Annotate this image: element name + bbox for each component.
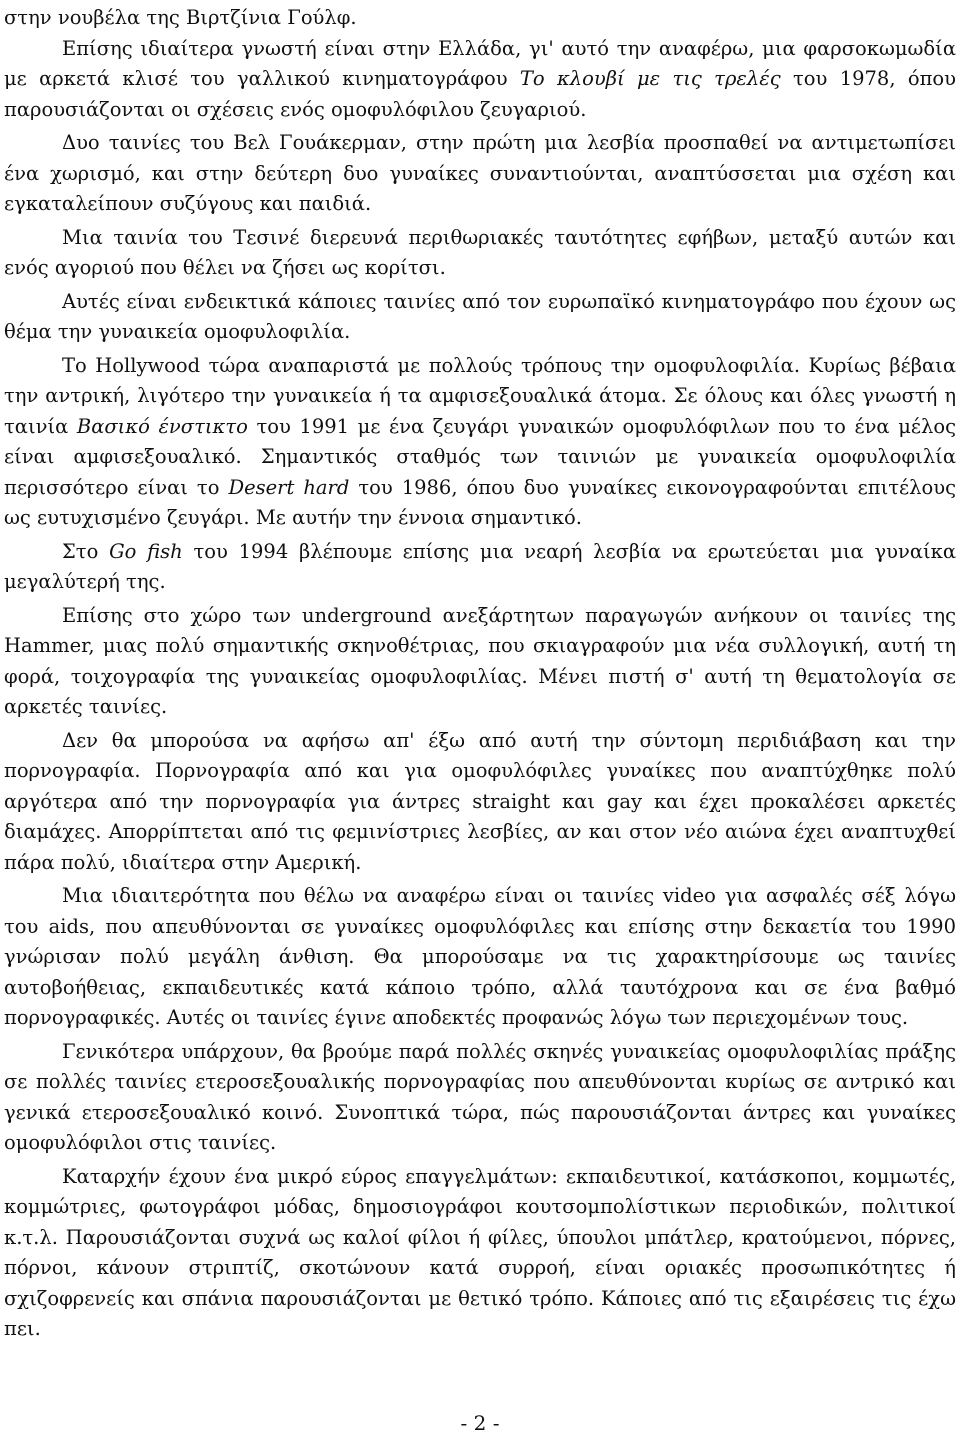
paragraph-text: του 1986, όπου δυο γυναίκες εικονογραφούνται επιτέλους ως ευτυχισμένο ζευγάρι. Με αυτήν την έννοια σημαντικό.: [4, 475, 956, 529]
film-title: Το κλουβί με τις τρελές: [519, 67, 781, 90]
paragraph: [4, 726, 956, 879]
page-number: - 2 -: [460, 1411, 500, 1435]
paragraph-text: Το Hollywood τώρα αναπαριστά με πολλούς τρόπους την ομοφυλοφιλία. Κυρίως βέβαια την αντρική, λιγότερο την γυναικεία ή τα αμφισεξουαλικά άτομα. Σε όλους και όλες γνωστή η ταινία: [4, 353, 956, 438]
paragraph: [4, 881, 956, 1034]
paragraph: [4, 128, 956, 220]
paragraph-text: Μια ταινία του Τεσινέ διερευνά περιθωριακές ταυτότητες εφήβων, μεταξύ αυτών και ενός αγοριού που θέλει να ζήσει ως κορίτσι.: [4, 225, 956, 279]
paragraph-text: στην νουβέλα της Βιρτζίνια Γούλφ.: [4, 6, 357, 29]
paragraph-text: Στο: [62, 539, 110, 563]
paragraph-text: Δυο ταινίες του Βελ Γουάκερμαν, στην πρώτη μια λεσβία προσπαθεί να αντιμετωπίσει ένα χωρισμό, και στην δεύτερη δυο γυναίκες συναντιούνται, αναπτύσσεται μια σχέση και εγκαταλείπουν συζύγους και παιδιά.: [4, 131, 956, 215]
paragraph: [4, 1162, 956, 1345]
paragraph-text: του 1991 με ένα ζευγάρι γυναικών ομοφυλόφιλων που το ένα μέλος είναι αμφισεξουαλικό. Σημαντικός σταθμός των ταινιών με γυναικεία ομοφυλοφιλία περισσότερο είναι το: [4, 414, 956, 499]
film-title: Go fish: [109, 539, 183, 563]
paragraph: [4, 3, 956, 34]
film-title: Βασικό ένστικτο: [76, 414, 248, 438]
paragraph-text: Επίσης ιδιαίτερα γνωστή είναι στην Ελλάδα, γι' αυτό την αναφέρω, μια φαρσοκωμωδία με αρκετά κλισέ του γαλλικού κινηματογράφου: [4, 36, 956, 90]
paragraph-text: Γενικότερα υπάρχουν, θα βρούμε παρά πολλές σκηνές γυναικείας ομοφυλοφιλίας πράξης σε πολλές ταινίες ετεροσεξουαλικής πορνογραφίας που απευθύνονται κυρίως σε αντρικό και γενικά ετεροσεξουαλικό κοινό. Συνοπτικά τώρα, πώς παρουσιάζονται άντρες και γυναίκες ομοφυλόφιλοι στις ταινίες.: [4, 1039, 956, 1154]
paragraph-text: Καταρχήν έχουν ένα μικρό εύρος επαγγελμάτων: εκπαιδευτικοί, κατάσκοποι, κομμωτές, κομμώτριες, φωτογράφοι μόδας, δημοσιογράφοι κουτσομπολίστικων περιοδικών, πολιτικοί κ.τ.λ. Παρουσιάζονται συχνά ως καλοί φίλοι ή φίλες, ύπουλοι μπάτλερ, κρατούμενοι, πόρνες, πόρνοι, κάνουν στριπτίζ, σκοτώνουν κατά συρροή, είναι οριακές προσωπικότητες ή σχιζοφρενείς και σπάνια παρουσιάζονται με θετικό τρόπο. Κάποιες από τις εξαιρέσεις τις έχω πει.: [4, 1164, 956, 1340]
paragraph: [4, 1037, 956, 1159]
paragraph-text: Μια ιδιαιτερότητα που θέλω να αναφέρω είναι οι ταινίες video για ασφαλές σέξ λόγω του aids, που απευθύνονται σε γυναίκες ομοφυλόφιλες και επίσης στην δεκαετία του 1990 γνώρισαν πολύ μεγάλη άνθιση. Θα μπορούσαμε να τις χαρακτηρίσουμε ως ταινίες αυτοβοήθειας, εκπαιδευτικές κατά κάποιο τρόπο, αλλά ταυτόχρονα και σε ένα βαθμό πορνογραφικές. Αυτές οι ταινίες έγινε αποδεκτές προφανώς λόγω των περιεχομένων τους.: [4, 884, 956, 1029]
paragraph: [4, 287, 956, 348]
paragraph: [4, 351, 956, 534]
paragraph: [4, 34, 956, 126]
paragraph-text: του 1978, όπου παρουσιάζονται οι σχέσεις ενός ομοφυλόφιλου ζευγαριού.: [4, 67, 957, 121]
paragraph-text: Αυτές είναι ενδεικτικά κάποιες ταινίες από τον ευρωπαϊκό κινηματογράφο που έχουν ως θέμα την γυναικεία ομοφυλοφιλία.: [4, 289, 956, 343]
paragraph-text: Δεν θα μπορούσα να αφήσω απ' έξω από αυτή την σύντομη περιδιάβαση και την πορνογραφία. Πορνογραφία από και για ομοφυλόφιλες γυναίκες που αναπτύχθηκε πολύ αργότερα από την πορνογραφία για άντρες straight και gay και έχει προκαλέσει αρκετές διαμάχες. Απορρίπτεται από τις φεμινίστριες λεσβίες, αν και στον νέο αιώνα έχει αναπτυχθεί πάρα πολύ, ιδιαίτερα στην Αμερική.: [4, 728, 956, 874]
paragraph-text: Επίσης στο χώρο των underground ανεξάρτητων παραγωγών ανήκουν οι ταινίες της Hammer, μιας πολύ σημαντικής σκηνοθέτριας, που σκιαγραφούν μια νέα συλλογική, αυτή τη φορά, τοιχογραφία της γυναικείας ομοφυλοφιλίας. Μένει πιστή σ' αυτή τη θεματολογία σε αρκετές ταινίες.: [4, 603, 956, 718]
paragraph: [4, 223, 956, 284]
paragraph: [4, 537, 956, 598]
film-title: Desert hard: [228, 475, 350, 499]
paragraph-text: του 1994 βλέπουμε επίσης μια νεαρή λεσβία να ερωτεύεται μια γυναίκα μεγαλύτερή της.: [4, 539, 957, 593]
paragraph: [4, 601, 956, 723]
